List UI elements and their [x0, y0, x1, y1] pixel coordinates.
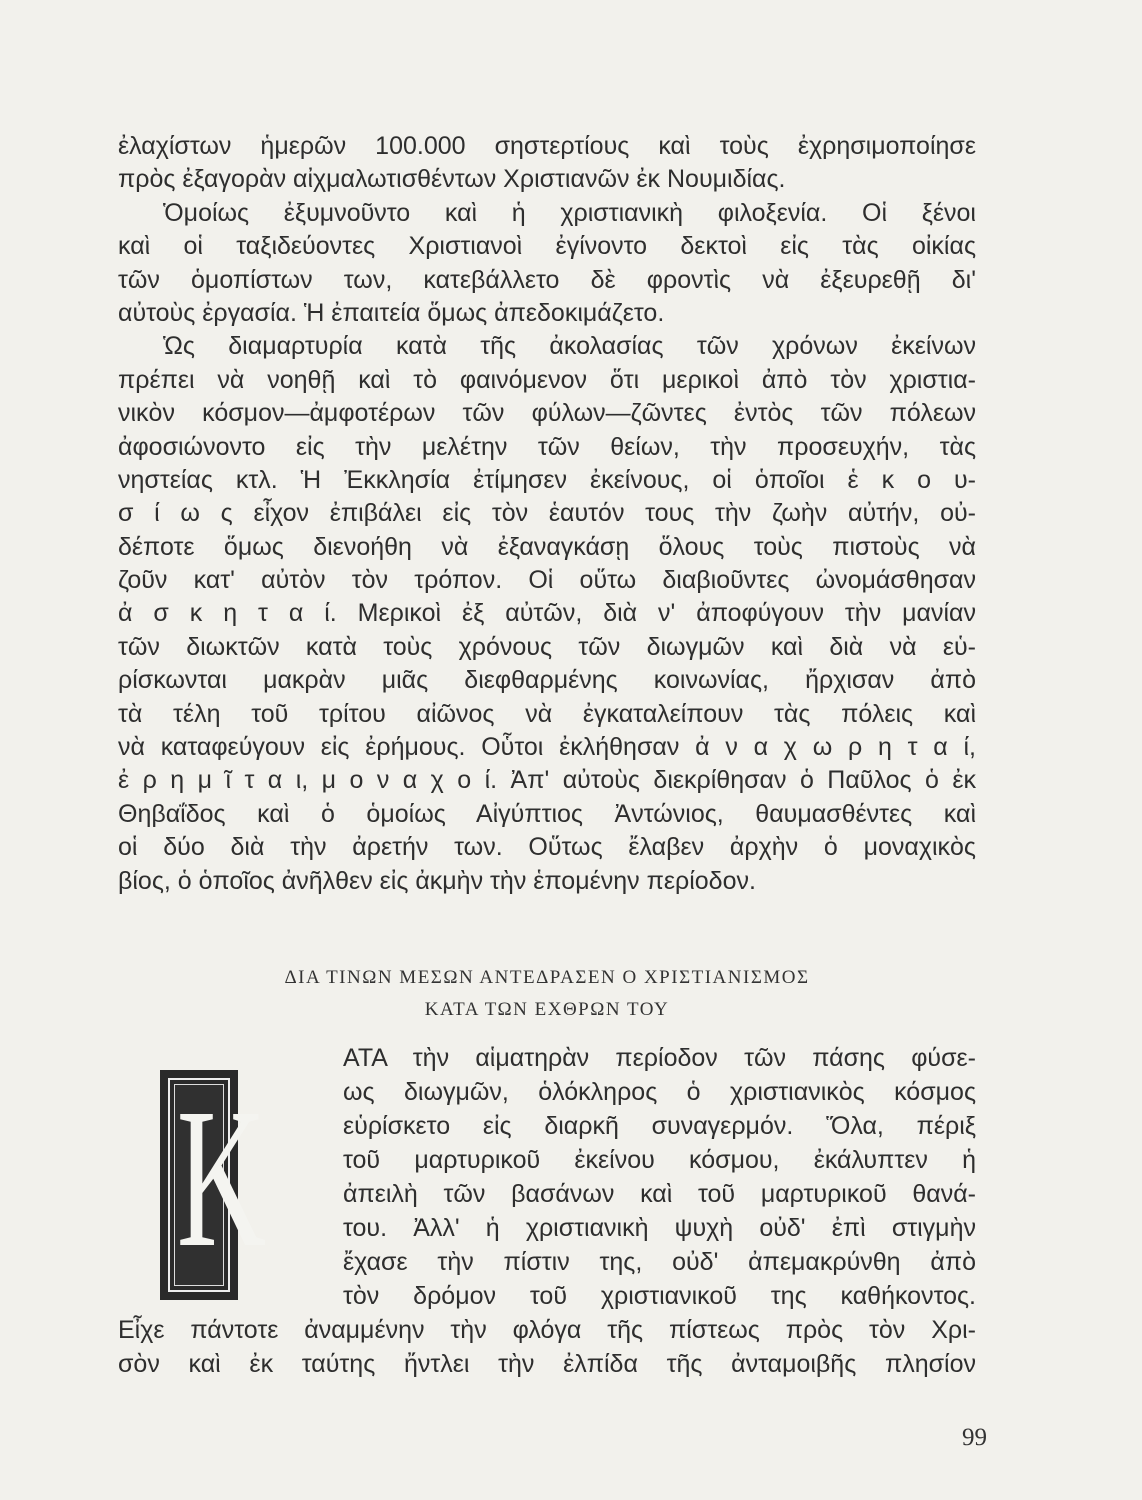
- text-line: σ ί ω ς εἶχον ἐπιβάλει εἰς τὸν ἑαυτόν τους τὴν ζωὴν αὐτήν, οὐ-: [118, 499, 976, 528]
- text-line: τῶν ὁμοπίστων των, κατεβάλλετο δὲ φροντὶς νὰ ἐξευρεθῇ δι': [118, 265, 976, 294]
- text-line: νὰ καταφεύγουν εἰς ἐρήμους. Οὗτοι ἐκλήθησαν ἀ ν α χ ω ρ η τ α ί,: [118, 733, 976, 762]
- paragraph: [118, 130, 976, 197]
- page-number: 99: [962, 1424, 987, 1451]
- text-line: ως διωγμῶν, ὁλόκληρος ὁ χριστιανικὸς κόσμος: [343, 1078, 976, 1106]
- text-line: ἔχασε τὴν πίστιν της, οὐδ' ἀπεμακρύνθη ἀπὸ: [343, 1248, 976, 1276]
- text-line: ἀ σ κ η τ α ί. Μερικοὶ ἐξ αὐτῶν, διὰ ν' ἀποφύγουν τὴν μανίαν: [118, 599, 976, 628]
- drop-cap-letter: Κ: [176, 1068, 267, 1289]
- text-line: βίος, ὁ ὁποῖος ἀνῆλθεν εἰς ἀκμὴν τὴν ἑπομένην περίοδον.: [118, 866, 756, 895]
- text-line: Εἶχε πάντοτε ἀναμμένην τὴν φλόγα τῆς πίστεως πρὸς τὸν Χρι-: [118, 1316, 976, 1344]
- text-line: πρὸς ἐξαγορὰν αἰχμαλωτισθέντων Χριστιανῶν ἐκ Νουμιδίας.: [118, 165, 786, 194]
- text-line: Ὁμοίως ἐξυμνοῦντο καὶ ἡ χριστιανικὴ φιλοξενία. Οἱ ξένοι: [163, 198, 976, 227]
- text-line: πρέπει νὰ νοηθῇ καὶ τὸ φαινόμενον ὅτι μερικοὶ ἀπὸ τὸν χριστια-: [118, 365, 976, 394]
- text-line: τὸν δρόμον τοῦ χριστιανικοῦ της καθήκοντος.: [343, 1282, 976, 1310]
- heading-line: ΚΑΤΑ ΤΩΝ ΕΧΘΡΩΝ ΤΟΥ: [424, 999, 670, 1020]
- text-line: ζοῦν κατ' αὐτὸν τὸν τρόπον. Οἱ οὕτω διαβιοῦντες ὠνομάσθησαν: [118, 566, 976, 595]
- body-text: [118, 130, 976, 898]
- text-line: τῶν διωκτῶν κατὰ τοὺς χρόνους τῶν διωγμῶν καὶ διὰ νὰ εὑ-: [118, 632, 976, 661]
- paragraph: [118, 330, 976, 898]
- text-line: εὑρίσκετο εἰς διαρκῆ συναγερμόν. Ὅλα, πέριξ: [343, 1112, 976, 1140]
- text-line: αὐτοὺς ἐργασία. Ἡ ἐπαιτεία ὅμως ἀπεδοκιμάζετο.: [118, 298, 665, 327]
- text-line: του. Ἀλλ' ἡ χριστιανικὴ ψυχὴ οὐδ' ἐπὶ στιγμὴν: [343, 1214, 976, 1242]
- text-line: Θηβαΐδος καὶ ὁ ὁμοίως Αἰγύπτιος Ἀντώνιος, θαυμασθέντες καὶ: [118, 799, 976, 828]
- text-line: ἐλαχίστων ἡμερῶν 100.000 σηστερτίους καὶ τοὺς ἐχρησιμοποίησε: [118, 132, 976, 160]
- text-line: Ὡς διαμαρτυρία κατὰ τῆς ἀκολασίας τῶν χρόνων ἐκείνων: [163, 332, 976, 361]
- text-line: τοῦ μαρτυρικοῦ ἐκείνου κόσμου, ἐκάλυπτεν ἡ: [343, 1146, 976, 1174]
- text-line: ἐ ρ η μ ῖ τ α ι, μ ο ν α χ ο ί. Ἀπ' αὐτοὺς διεκρίθησαν ὁ Παῦλος ὁ ἐκ: [118, 766, 976, 795]
- text-line: καὶ οἱ ταξιδεύοντες Χριστιανοὶ ἐγίνοντο δεκτοὶ εἰς τὰς οἰκίας: [118, 232, 976, 261]
- text-line: σὸν καὶ ἐκ ταύτης ἤντλει τὴν ἐλπίδα τῆς ἀνταμοιβῆς πλησίον: [118, 1350, 976, 1378]
- text-line: τὰ τέλη τοῦ τρίτου αἰῶνος νὰ ἐγκαταλείπουν τὰς πόλεις καὶ: [118, 699, 976, 728]
- text-line: ἀφοσιώνοντο εἰς τὴν μελέτην τῶν θείων, τὴν προσευχήν, τὰς: [118, 432, 976, 461]
- text-line: οἱ δύο διὰ τὴν ἀρετήν των. Οὕτως ἔλαβεν ἀρχὴν ὁ μοναχικὸς: [118, 833, 976, 862]
- text-line: νικὸν κόσμον—ἀμφοτέρων τῶν φύλων—ζῶντες ἐντὸς τῶν πόλεων: [118, 399, 976, 428]
- text-line: ΑΤΑ τὴν αἱματηρὰν περίοδον τῶν πάσης φύσε-: [343, 1044, 976, 1072]
- text-line: δέποτε ὅμως διενοήθη νὰ ἐξαναγκάσῃ ὅλους τοὺς πιστοὺς νὰ: [118, 532, 976, 561]
- text-line: νηστείας κτλ. Ἡ Ἐκκλησία ἐτίμησεν ἐκείνους, οἱ ὁποῖοι ἑ κ ο υ-: [118, 465, 976, 494]
- heading-line: ΔΙΑ ΤΙΝΩΝ ΜΕΣΩΝ ΑΝΤΕΔΡΑΣΕΝ Ο ΧΡΙΣΤΙΑΝΙΣΜΟΣ: [284, 967, 810, 988]
- text-line: ἀπειλὴ τῶν βασάνων καὶ τοῦ μαρτυρικοῦ θανά-: [343, 1180, 976, 1208]
- text-line: ρίσκωνται μακρὰν μιᾶς διεφθαρμένης κοινωνίας, ἤρχισαν ἀπὸ: [118, 666, 976, 695]
- section-heading: [118, 962, 976, 1026]
- section-paragraph: [118, 1041, 976, 1381]
- paragraph: [118, 197, 976, 331]
